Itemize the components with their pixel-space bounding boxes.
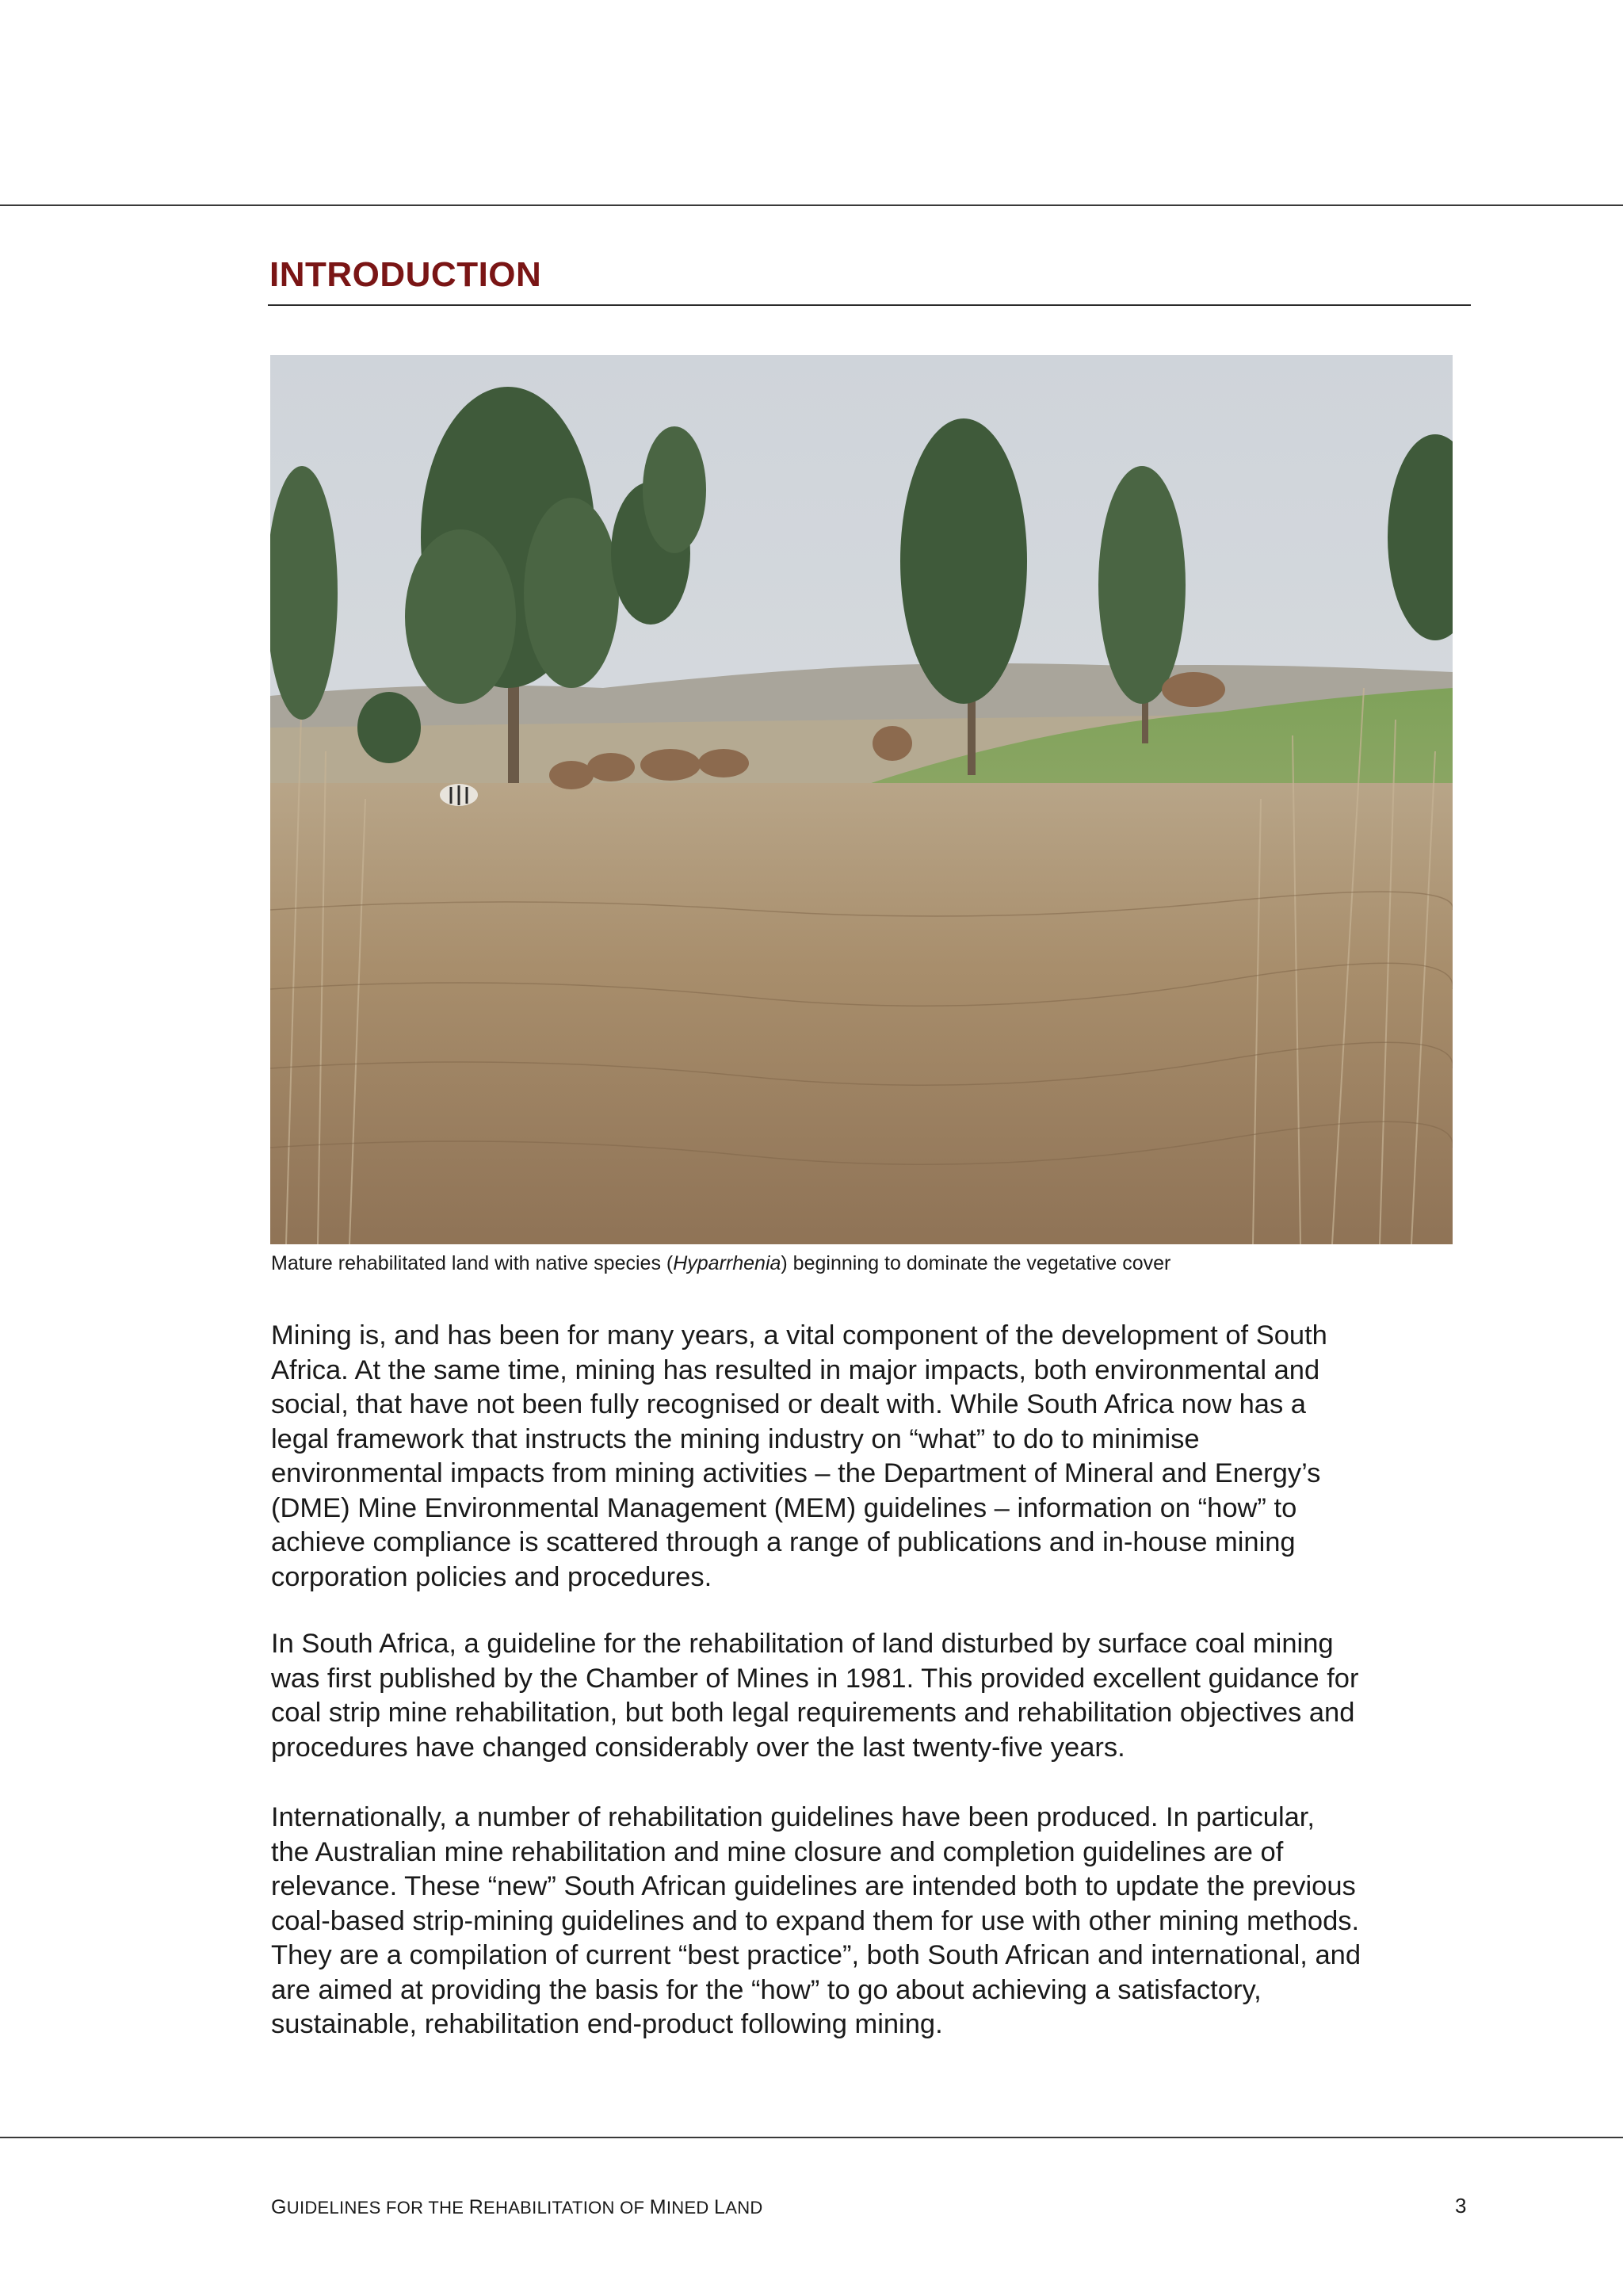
landscape-photo <box>270 355 1453 1244</box>
figure-caption: Mature rehabilitated land with native species (Hyparrhenia) beginning to dominate the vegetative cover <box>271 1252 1171 1274</box>
header-rule <box>0 204 1623 206</box>
footer-rule <box>0 2137 1623 2138</box>
caption-species-name: Hyparrhenia <box>673 1252 781 1274</box>
paragraph-2: In South Africa, a guideline for the rehabilitation of land disturbed by surface coal mining was first published by the Chamber of Mines in 1981. This provided excellent guidance for coal strip mine rehabilitation, but both legal requirements and rehabilitation objectives and procedures have changed considerably over the last twenty-five years. <box>271 1629 1359 1763</box>
zebra <box>440 784 478 806</box>
footer-document-title: GUIDELINES FOR THE REHABILITATION OF MINED LAND <box>271 2196 763 2218</box>
section-heading: INTRODUCTION <box>269 255 542 294</box>
paragraph-3: Internationally, a number of rehabilitation guidelines have been produced. In particular, the Australian mine rehabilitation and mine closure and completion guidelines are of relevance. These “new” South African guidelines are intended both to update the previous coal-based strip-mining guidelines and to expand them for use with other mining methods. They are a compilation of current “best practice”, both South African and international, and are aimed at providing the basis for the “how” to go about achieving a satisfactory, sustainable, rehabilitation end-product following mining. <box>271 1802 1361 2039</box>
paragraph-1: Mining is, and has been for many years, a vital component of the development of South Africa. At the same time, mining has resulted in major impacts, both environmental and social, that have not been fully recognised or dealt with. While South Africa now has a legal framework that instructs the mining industry on “what” to do to minimise environmental impacts from mining activities – the Department of Mineral and Energy’s (DME) Mine Environmental Management (MEM) guidelines – information on “how” to achieve compliance is scattered through a range of publications and in-house mining corporation policies and procedures. <box>271 1320 1327 1592</box>
page-number: 3 <box>1455 2194 1467 2218</box>
heading-underline <box>268 304 1471 306</box>
